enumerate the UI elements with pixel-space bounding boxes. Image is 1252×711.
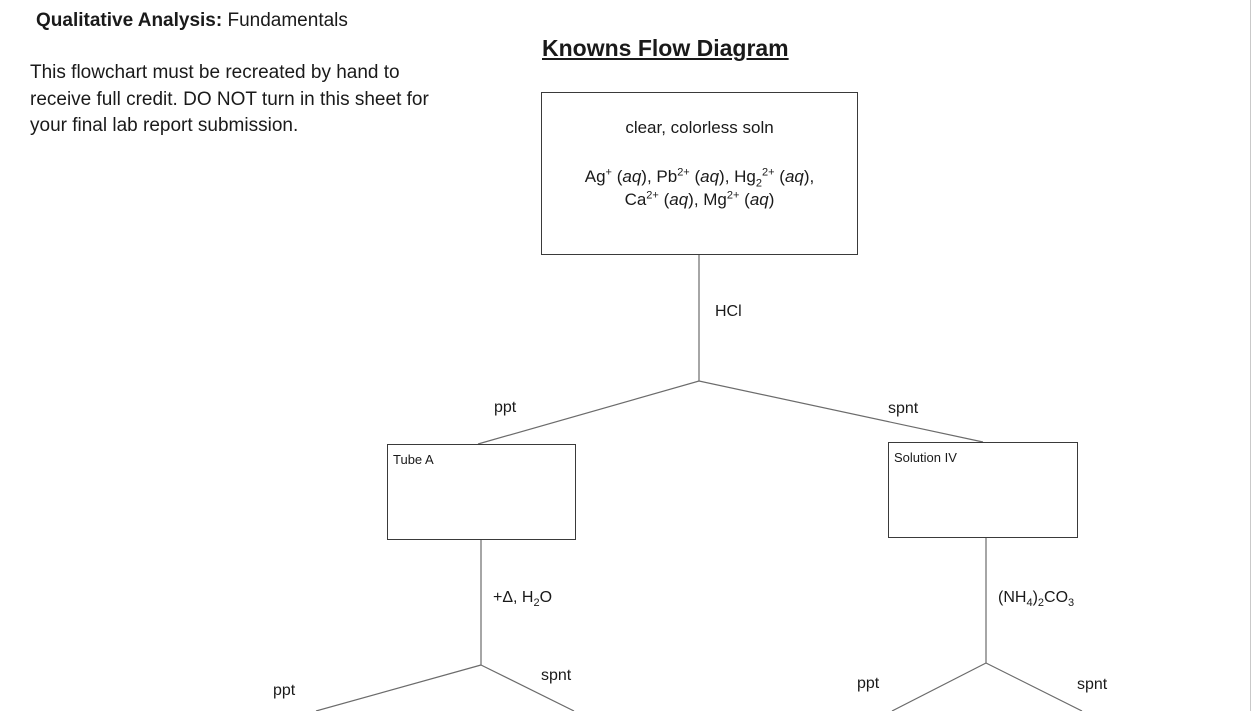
header-rest: Fundamentals bbox=[227, 10, 348, 31]
branch-solution-iv-left bbox=[892, 663, 986, 711]
ppt-label-tube-a: ppt bbox=[273, 682, 296, 699]
branch-solution-iv-right bbox=[986, 663, 1082, 711]
header-bold: Qualitative Analysis: bbox=[36, 10, 223, 31]
instructions-note: This flowchart must be recreated by hand to receive full credit. DO NOT turn in this sheet for your final lab report submission. bbox=[30, 62, 429, 136]
branch-tube-a-left bbox=[316, 665, 481, 711]
ion-line-2: $Ca^{2+}$ (aq), $Mg^{2+}$ (aq) bbox=[624, 189, 775, 209]
reagent-hcl-label: HCl bbox=[715, 303, 742, 320]
spnt-label-solution-iv: spnt bbox=[1077, 676, 1108, 693]
ion-line-1: Ag+ (aq), $Pb^{2+}$ (aq), $Hg_2^{2+}$ (aq), bbox=[584, 166, 815, 190]
spnt-label-1: spnt bbox=[888, 400, 919, 417]
reagent-heat-water-label: +Δ, $H_2O$ bbox=[493, 589, 553, 610]
start-solution-description: clear, colorless soln bbox=[625, 118, 774, 137]
ppt-label-solution-iv: ppt bbox=[857, 675, 880, 692]
diagram-title: Knowns Flow Diagram bbox=[542, 35, 789, 61]
solution-iv-label: Solution IV bbox=[894, 450, 957, 465]
ppt-label-1: ppt bbox=[494, 399, 517, 416]
start-solution-box bbox=[541, 92, 858, 255]
branch-start-right bbox=[699, 381, 983, 442]
spnt-label-tube-a: spnt bbox=[541, 667, 572, 684]
reagent-ammonium-carbonate-label: $(NH_4)_2CO_3$ bbox=[998, 589, 1075, 610]
solution-iv-box bbox=[888, 442, 1078, 538]
tube-a-label: Tube A bbox=[393, 452, 434, 467]
start-solution-ions bbox=[542, 165, 857, 211]
tube-a-box bbox=[387, 444, 576, 540]
